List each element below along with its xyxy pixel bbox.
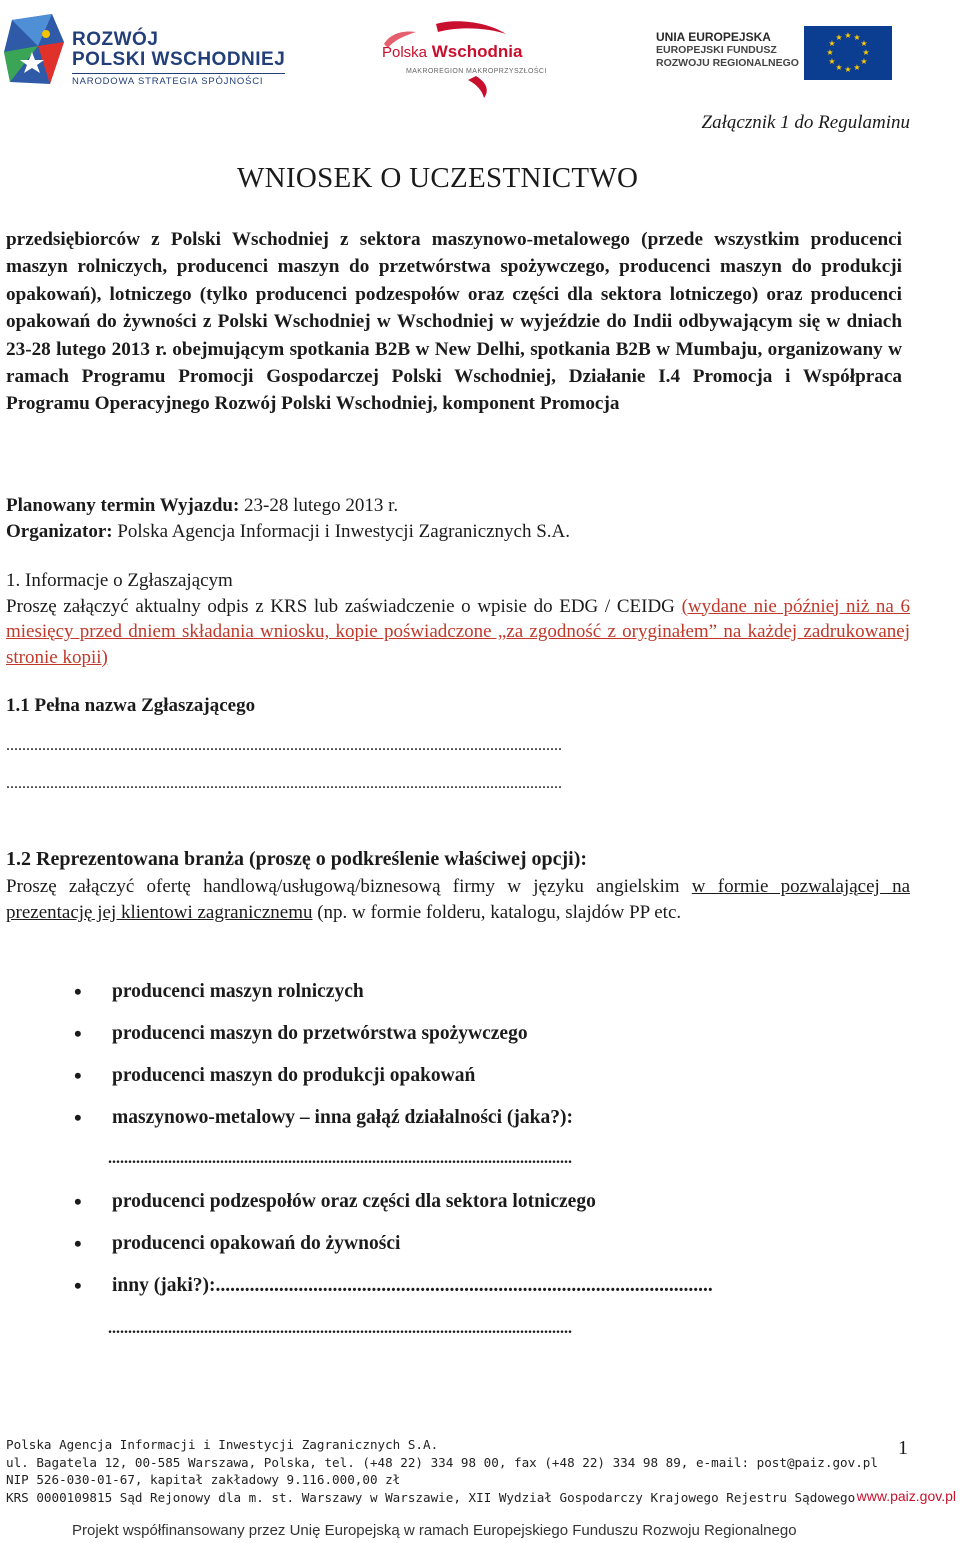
option-food-processing-machinery[interactable]: [72, 1020, 922, 1062]
option-label: producenci opakowań do żywności: [112, 1233, 401, 1254]
svg-text:★: ★: [828, 39, 836, 48]
option-agricultural-machinery[interactable]: [72, 978, 922, 1020]
rpw-logo-line3: NARODOWA STRATEGIA SPÓJNOŚCI: [72, 73, 285, 87]
bullet-icon: •: [74, 1273, 82, 1298]
rozwoj-polski-wschodniej-logo: [2, 12, 302, 92]
svg-text:★: ★: [853, 63, 861, 72]
option-other-metal[interactable]: [72, 1104, 922, 1188]
trip-term-label: Planowany termin Wyjazdu:: [6, 495, 240, 516]
option-label: producenci podzespołów oraz części dla sektora lotniczego: [112, 1191, 596, 1212]
eu-flag-icon: [804, 26, 892, 80]
svg-text:★: ★: [844, 65, 852, 74]
bullet-icon: •: [74, 979, 82, 1004]
ue-logo-line1: UNIA EUROPEJSKA: [656, 30, 771, 44]
trip-details: [6, 493, 570, 545]
footer-line2: ul. Bagatela 12, 00-585 Warszawa, Polska, tel. (+48 22) 334 98 00, fax (+48 22) 334 98 89, e-mail: post@paiz.gov.pl: [6, 1454, 878, 1470]
option-label: inny (jaki?):......................................................................................................: [112, 1275, 713, 1296]
section-1-text: Proszę załączyć aktualny odpis z KRS lub zaświadczenie o wpisie do EDG / CEIDG: [6, 595, 675, 617]
rpw-logo-line2: POLSKI WSCHODNIEJ: [72, 49, 286, 70]
section-1-2-text-a: Proszę załączyć ofertę handlową/usługową/biznesową firmy w języku angielskim: [6, 876, 680, 897]
intro-paragraph: przedsiębiorców z Polski Wschodniej z sektora maszynowo-metalowego (przede wszystkim producenci maszyn rolniczych, producenci maszyn do przetwórstwa spożywczego, producenci maszyn do produkcji opakowań), lotniczego (tylko producenci podzespołów oraz części dla sektora lotniczego) oraz producenci opakowań do żywności z Polski Wschodniej w Wschodniej w wyjeździe do Indii odbywającym się w dniach 23-28 lutego 2013 r. obejmującym spotkania B2B w New Delhi, spotkania B2B w Mumbaju, organizowany w ramach Programu Promocji Gospodarczej Polski Wschodniej, Działanie I.4 Promocja i Współpraca Programu Operacyjnego Rozwój Polski Wschodniej, komponent Promocja: [6, 229, 902, 415]
document-title: WNIOSEK O UCZESTNICTWO: [237, 162, 639, 194]
section-1-1-heading: 1.1 Pełna nazwa Zgłaszającego: [6, 695, 256, 716]
svg-text:★: ★: [844, 31, 852, 40]
applicant-name-line-2[interactable]: ...........................................................................................................................................: [6, 775, 562, 792]
option-packaging-machinery[interactable]: [72, 1062, 922, 1104]
bullet-icon: •: [74, 1021, 82, 1046]
svg-text:★: ★: [853, 33, 861, 42]
trip-term-value: 23-28 lutego 2013 r.: [244, 495, 399, 516]
svg-text:★: ★: [862, 48, 870, 57]
rpw-logo-line1: ROZWÓJ: [72, 29, 159, 50]
svg-text:★: ★: [860, 57, 868, 66]
svg-text:★: ★: [860, 39, 868, 48]
rpw-emblem-icon: [2, 12, 66, 88]
unia-europejska-logo: [656, 26, 892, 80]
option-aviation-parts[interactable]: [72, 1188, 922, 1230]
footer-line4: KRS 0000109815 Sąd Rejonowy dla m. st. Warszawy w Warszawie, XII Wydział Gospodarczy Krajowego Rejestru Sądowego: [6, 1489, 856, 1505]
option-other[interactable]: [72, 1272, 922, 1314]
ue-logo-line3: ROZWOJU REGIONALNEGO: [656, 57, 799, 69]
organizer-value: Polska Agencja Informacji i Inwestycji Zagranicznych S.A.: [117, 521, 571, 542]
page-number: 1: [898, 1437, 908, 1459]
ue-logo-line2: EUROPEJSKI FUNDUSZ: [656, 44, 777, 56]
option-label: producenci maszyn do produkcji opakowań: [112, 1065, 476, 1086]
polska-wschodnia-logo: [376, 18, 547, 98]
option-label: producenci maszyn rolniczych: [112, 981, 364, 1002]
bullet-icon: •: [74, 1105, 82, 1130]
section-1-2-heading: 1.2 Reprezentowana branża (proszę o podkreślenie właściwej opcji):: [6, 848, 588, 870]
svg-text:★: ★: [828, 57, 836, 66]
industry-options-list: [72, 978, 922, 1314]
section-1-2-text: [6, 874, 910, 926]
option-label: producenci maszyn do przetwórstwa spożywczego: [112, 1023, 528, 1044]
section-1-2-text-b: (np. w formie folderu, katalogu, slajdów PP etc.: [317, 901, 682, 923]
footer-line1: Polska Agencja Informacji i Inwestycji Zagranicznych S.A.: [6, 1437, 439, 1452]
section-1: [6, 568, 910, 670]
svg-text:★: ★: [835, 63, 843, 72]
bullet-icon: •: [74, 1231, 82, 1256]
svg-text:★: ★: [826, 48, 834, 57]
annex-label: Załącznik 1 do Regulaminu: [701, 112, 910, 133]
pw-logo-subtitle: MAKROREGION MAKROPRZYSZŁOŚCI: [406, 68, 547, 75]
pw-logo-name: Wschodnia: [431, 42, 523, 61]
other-fill-line[interactable]: ....................................................................................................................: [108, 1320, 572, 1337]
project-footer: Projekt współfinansowany przez Unię Europejską w ramach Europejskiego Funduszu Rozwoju Regionalnego: [72, 1522, 797, 1539]
trip-term-row: [6, 493, 570, 519]
pw-logo-prefix: Polska: [382, 44, 428, 61]
option-food-packaging[interactable]: [72, 1230, 922, 1272]
footer-line3: NIP 526-030-01-67, kapitał zakładowy 9.116.000,00 zł: [6, 1472, 401, 1488]
bullet-icon: •: [74, 1063, 82, 1088]
section-1-heading: 1. Informacje o Zgłaszającym: [6, 570, 233, 591]
section-1-note: (wydane nie później niż na 6 miesięcy przed dniem składania wniosku, kopie poświadczone „za zgodność z oryginałem” na każdej zadrukowanej stronie kopii): [6, 595, 910, 668]
organizer-row: [6, 519, 570, 545]
website-link[interactable]: www.paiz.gov.pl: [856, 1488, 956, 1504]
svg-text:★: ★: [835, 33, 843, 42]
section-1-2-text-underlined: w formie pozwalającej na prezentację jej klientowi zagranicznemu: [6, 876, 910, 923]
organizer-label: Organizator:: [6, 521, 113, 542]
option-label: maszynowo-metalowy – inna gałąź działalności (jaka?):: [112, 1107, 573, 1128]
bullet-icon: •: [74, 1189, 82, 1214]
footer-address: [6, 1436, 878, 1506]
applicant-name-line-1[interactable]: ...........................................................................................................................................: [6, 737, 562, 754]
other-metal-fill-line[interactable]: ....................................................................................................................: [108, 1150, 572, 1167]
